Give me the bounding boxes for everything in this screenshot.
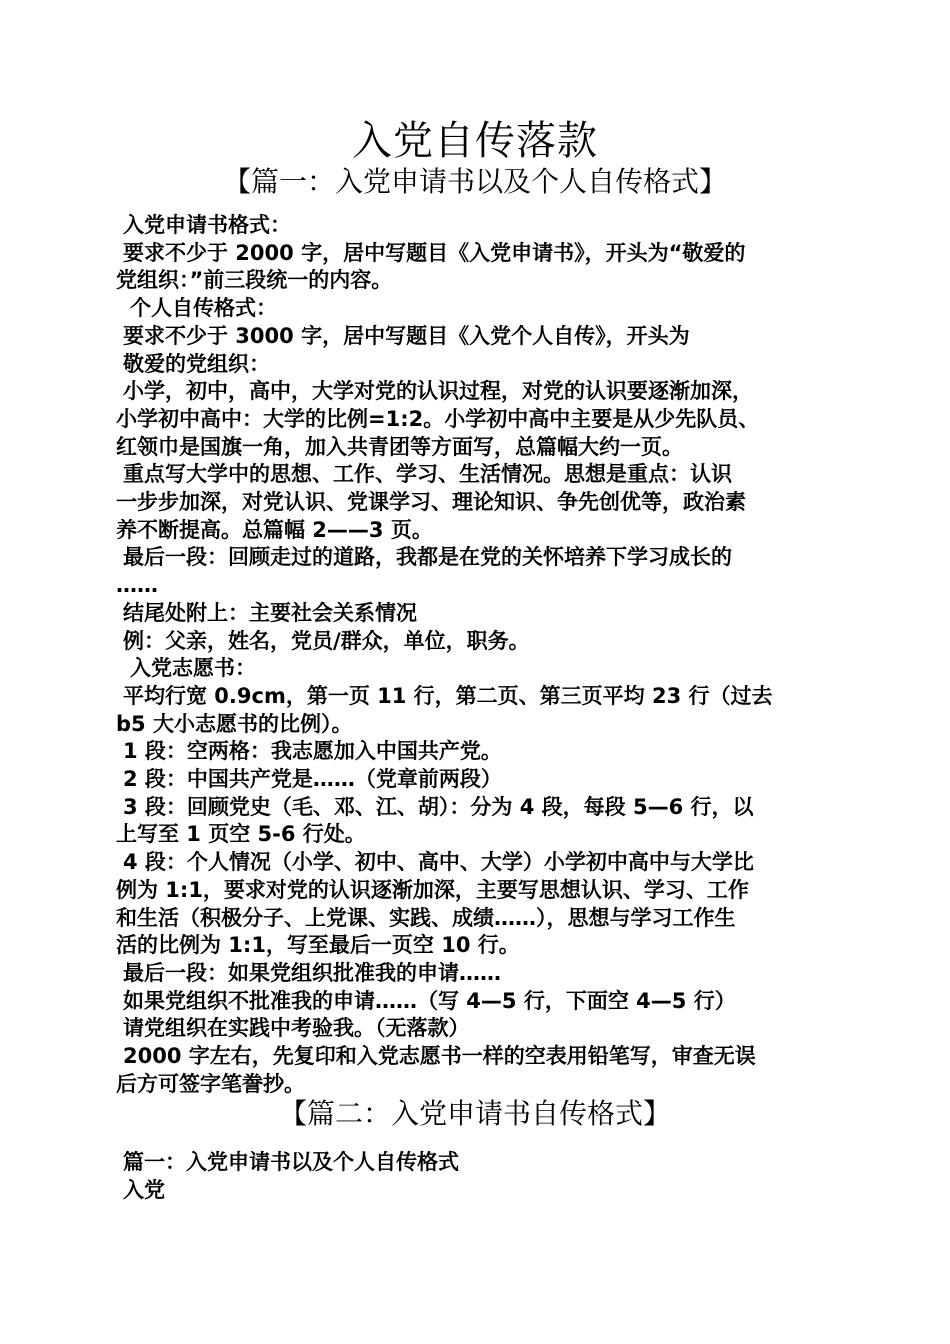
paragraph-line: 活的比例为 1:1，写至最后一页空 10 行。: [116, 933, 520, 958]
paragraph-line: 小学，初中，高中，大学对党的认识过程，对党的认识要逐渐加深，: [123, 379, 753, 404]
document-title: 入党自传落款: [352, 118, 598, 164]
paragraph-line: 入党申请书格式：: [123, 213, 291, 237]
paragraph-line: 最后一段：回顾走过的道路，我都是在党的关怀培养下学习成长的: [123, 545, 732, 570]
paragraph-line: 要求不少于 2000 字，居中写题目《入党申请书》，开头为“敬爱的: [123, 240, 746, 265]
paragraph-line: 上写至 1 页空 5-6 行处。: [116, 822, 366, 847]
paragraph-line: 最后一段：如果党组织批准我的申请……: [123, 960, 501, 985]
paragraph-line: 篇一：入党申请书以及个人自传格式: [123, 1150, 459, 1174]
paragraph-line: 党组织：”前三段统一的内容。: [116, 268, 393, 293]
paragraph-line: 养不断提高。总篇幅 2——3 页。: [116, 517, 433, 542]
paragraph-line: b5 大小志愿书的比例）。: [116, 711, 353, 736]
paragraph-line: 2 段：中国共产党是……（党章前两段）: [123, 767, 502, 792]
paragraph-line: ……: [116, 573, 158, 598]
paragraph-line: 和生活（积极分子、上党课、实践、成绩……），思想与学习工作生: [116, 905, 736, 930]
paragraph-line: 请党组织在实践中考验我。（无落款）: [123, 1016, 470, 1041]
paragraph-line: 结尾处附上：主要社会关系情况: [123, 600, 417, 625]
paragraph-line: 4 段：个人情况（小学、初中、高中、大学）小学初中高中与大学比: [123, 850, 754, 875]
section-2-body: [116, 1149, 840, 1204]
paragraph-line: 如果党组织不批准我的申请……（写 4—5 行，下面空 4—5 行）: [123, 988, 736, 1013]
paragraph-line: 平均行宽 0.9cm，第一页 11 行，第二页、第三页平均 23 行（过去: [123, 683, 773, 708]
section-heading-2: 【篇二：入党申请书自传格式】: [278, 1097, 671, 1130]
paragraph-line: 例：父亲，姓名，党员/群众，单位，职务。: [123, 628, 530, 653]
section-1-body: [116, 212, 840, 1099]
paragraph-line: 小学初中高中：大学的比例=1:2。小学初中高中主要是从少先队员、: [116, 406, 760, 431]
paragraph-line: 要求不少于 3000 字，居中写题目《入党个人自传》，开头为: [123, 323, 690, 348]
paragraph-line: 一步步加深，对党认识、党课学习、理论知识、争先创优等，政治素: [116, 490, 746, 515]
paragraph-line: 重点写大学中的思想、工作、学习、生活情况。思想是重点：认识: [123, 462, 732, 487]
paragraph-line: 2000 字左右，先复印和入党志愿书一样的空表用铅笔写，审查无误: [123, 1044, 756, 1069]
paragraph-line: 敬爱的党组织：: [123, 351, 270, 376]
paragraph-line: 1 段：空两格：我志愿加入中国共产党。: [123, 739, 502, 764]
paragraph-line: 例为 1:1，要求对党的认识逐渐加深，主要写思想认识、学习、工作: [116, 877, 749, 902]
paragraph-line: 后方可签字笔誊抄。: [116, 1071, 305, 1096]
paragraph-line: 3 段：回顾党史（毛、邓、江、胡）：分为 4 段，每段 5—6 行，以: [123, 794, 754, 819]
paragraph-line: 入党: [123, 1177, 165, 1202]
paragraph-line: 红领巾是国旗一角，加入共青团等方面写，总篇幅大约一页。: [116, 434, 683, 459]
paragraph-line: 个人自传格式：: [130, 296, 277, 321]
section-heading-1: 【篇一：入党申请书以及个人自传格式】: [222, 165, 727, 198]
paragraph-line: 入党志愿书：: [130, 656, 256, 681]
